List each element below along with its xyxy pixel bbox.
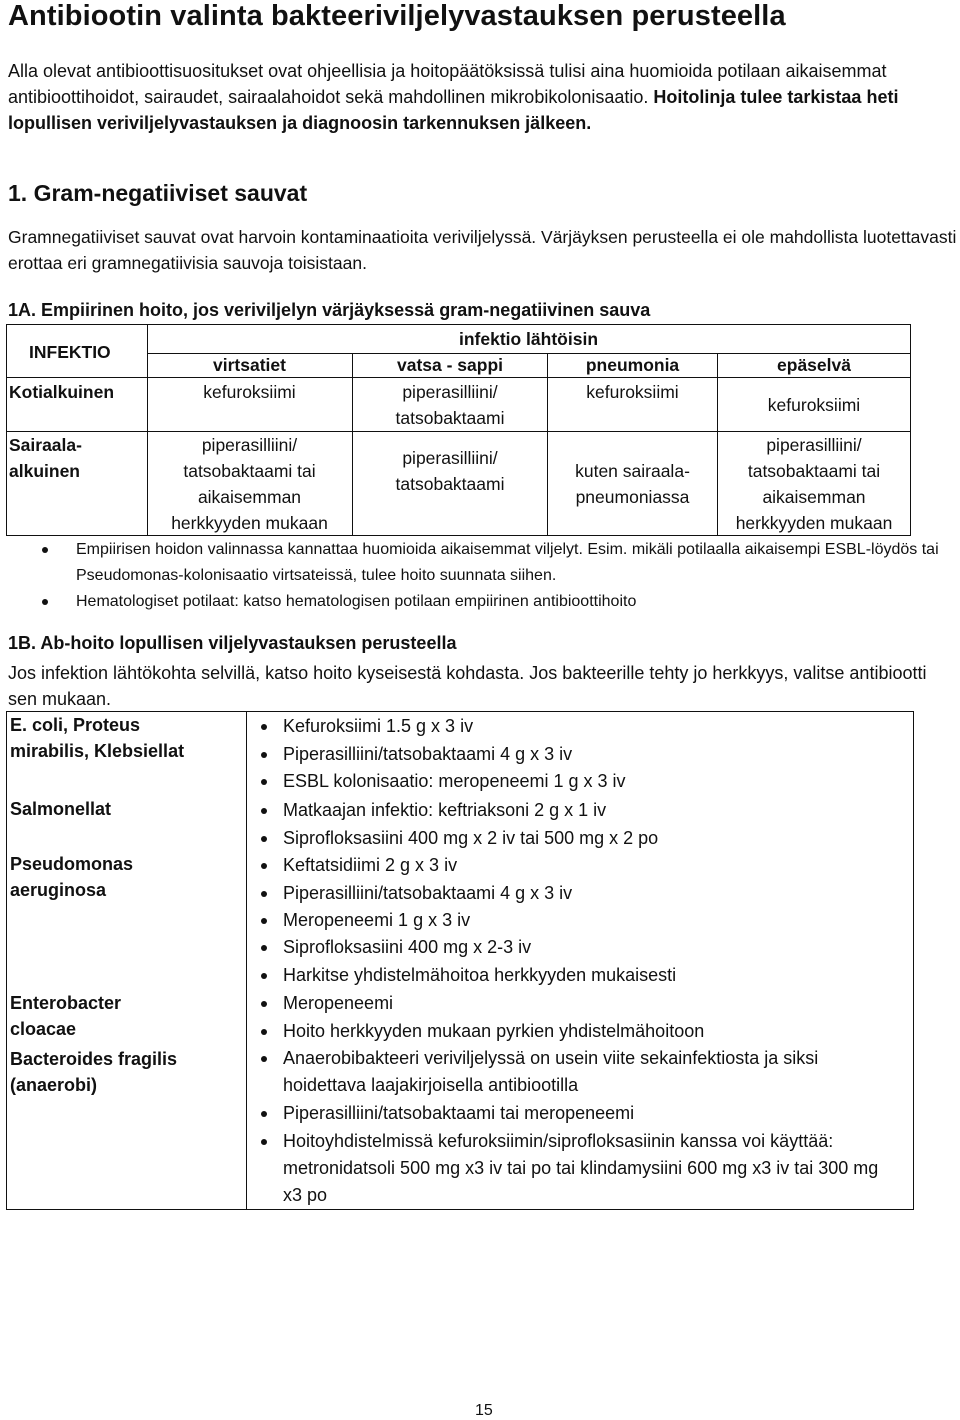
empiric-treatment-table: [6, 324, 911, 536]
organism-label: E. coli, Proteus mirabilis, Klebsiellat: [10, 715, 185, 761]
page-title: Antibiootin valinta bakteeriviljelyvastauksen perusteella: [8, 0, 786, 32]
table-cell: kefuroksiimi: [586, 382, 679, 402]
section-1b-heading: 1B. Ab-hoito lopullisen viljelyvastauksen perusteella: [8, 633, 457, 653]
list-item: Hematologiset potilaat: katso hematologisen potilaan empiirinen antibioottihoito: [40, 589, 940, 615]
table-cell: kefuroksiimi: [203, 382, 296, 402]
organism-label: Pseudomonas aeruginosa: [10, 854, 134, 900]
treatment-item: Hoito herkkyyden mukaan pyrkien yhdistelmähoitoon: [255, 1018, 704, 1045]
organism-label: Bacteroides fragilis (anaerobi): [10, 1049, 178, 1095]
treatment-item: Piperasilliini/tatsobaktaami 4 g x 3 iv: [255, 741, 572, 768]
intro-bold-note: Hoitolinja tulee tarkistaa heti lopullisen veriviljelyvastauksen ja diagnoosin tarkennuksen jälkeen.: [8, 87, 899, 133]
table-cell: piperasilliini/ tatsobaktaami: [395, 448, 505, 494]
treatment-item: Harkitse yhdistelmähoitoa herkkyyden mukaisesti: [255, 962, 676, 989]
treatment-item: Siprofloksasiini 400 mg x 2 iv tai 500 mg x 2 po: [255, 825, 658, 852]
targeted-treatment-table: [6, 711, 914, 1210]
table-cell: piperasilliini/ tatsobaktaami tai aikaisemman herkkyyden mukaan: [171, 435, 328, 533]
intro-text: Alla olevat antibioottisuositukset ovat ohjeellisia ja hoitopäätöksissä tulisi aina huomioida potilaan aikaisemmat antibioottihoidot, sairaudet, sairaalahoidot sekä mahdollinen mikrobikolonisaatio.: [8, 61, 887, 107]
treatment-item: Anaerobibakteeri veriviljelyssä on usein viite sekainfektiosta ja siksi hoidettava laajakirjoisella antibiootilla: [255, 1045, 883, 1099]
section-1-text: Gramnegatiiviset sauvat ovat harvoin kontaminaatioita veriviljelyssä. Värjäyksen perusteella ei ole mahdollista luotettavasti erottaa eri gramnegatiivisia sauvoja toisistaan.: [8, 227, 957, 273]
table-group-header: infektio lähtöisin: [458, 329, 599, 349]
column-header-virtsatiet: virtsatiet: [213, 355, 286, 375]
treatment-item: Hoitoyhdistelmissä kefuroksiimin/siprofloksasiinin kanssa voi käyttää: metronidatsoli 500 mg x3 iv tai po tai klindamysiini 600 mg x3 iv tai 300 mg x3 po: [255, 1128, 893, 1209]
table-cell: kuten sairaalapneumoniassa: [575, 461, 690, 507]
section-1b-text: Jos infektion lähtökohta selvillä, katso hoito kyseisestä kohdasta. Jos bakteerille tehty jo herkkyys, valitse antibiootti sen mukaan.: [8, 663, 927, 709]
organism-label: Salmonellat: [10, 799, 112, 819]
treatment-item: Keftatsidiimi 2 g x 3 iv: [255, 852, 457, 879]
treatment-item: Kefuroksiimi 1.5 g x 3 iv: [255, 713, 473, 740]
treatment-item: Matkaajan infektio: keftriaksoni 2 g x 1 iv: [255, 797, 606, 824]
column-header-epaselva: epäselvä: [777, 355, 851, 375]
treatment-item: Piperasilliini/tatsobaktaami 4 g x 3 iv: [255, 880, 572, 907]
intro-paragraph: [8, 58, 948, 136]
row-label-sairaala-alkuinen: Sairaala- alkuinen: [9, 435, 82, 481]
table-cell: piperasilliini/ tatsobaktaami: [395, 382, 505, 428]
table-cell: piperasilliini/ tatsobaktaami tai aikaisemman herkkyyden mukaan: [735, 435, 893, 533]
list-item: Empiirisen hoidon valinnassa kannattaa huomioida aikaisemmat viljelyt. Esim. mikäli potilaalla aikaisempi ESBL-löydös tai Pseudomonas-kolonisaatio virtsateissä, tulee hoito suunnata siihen.: [40, 537, 940, 589]
section-1-heading: 1. Gram-negatiiviset sauvat: [8, 180, 308, 206]
table-cell: kefuroksiimi: [767, 395, 861, 415]
organism-label: Enterobacter cloacae: [10, 993, 122, 1039]
empiric-notes-list: [40, 537, 940, 615]
treatment-item: ESBL kolonisaatio: meropeneemi 1 g x 3 iv: [255, 768, 626, 795]
page-number: 15: [475, 1402, 493, 1419]
column-header-pneumonia: pneumonia: [585, 355, 680, 375]
row-label-kotialkuinen: Kotialkuinen: [9, 382, 115, 402]
treatment-item: Meropeneemi 1 g x 3 iv: [255, 907, 470, 934]
treatment-item: Siprofloksasiini 400 mg x 2-3 iv: [255, 934, 531, 961]
column-header-vatsa-sappi: vatsa - sappi: [396, 355, 504, 375]
treatment-item: Meropeneemi: [255, 990, 393, 1017]
section-1a-heading: 1A. Empiirinen hoito, jos veriviljelyn värjäyksessä gram-negatiivinen sauva: [8, 300, 651, 320]
table-corner-label: INFEKTIO: [29, 342, 111, 362]
treatment-item: Piperasilliini/tatsobaktaami tai meropeneemi: [255, 1100, 634, 1127]
